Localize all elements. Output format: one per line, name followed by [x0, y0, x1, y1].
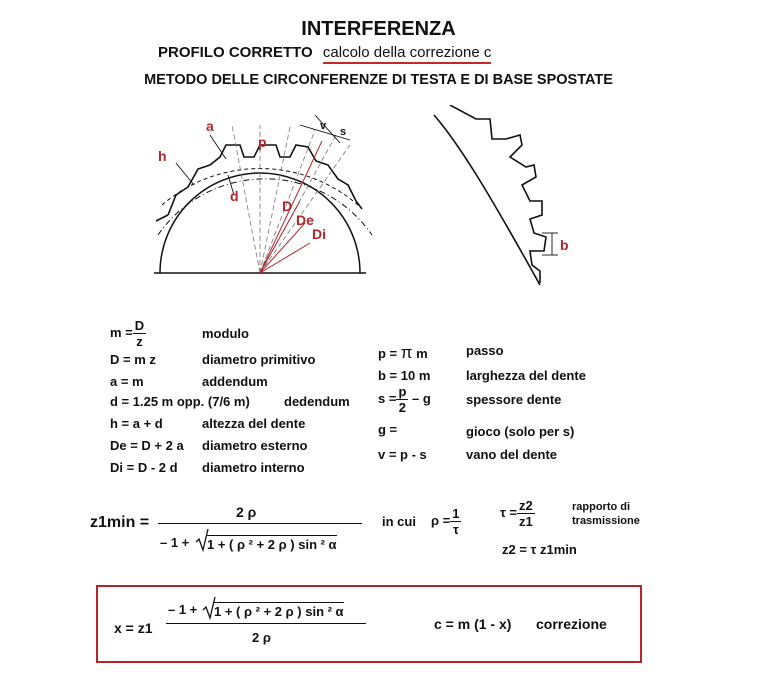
tau-definition: τ = $\frac{z2}{z1}$ — [500, 498, 533, 529]
z2-equation: z2 = τ z1min — [502, 542, 577, 557]
formula-a: a = m — [110, 374, 144, 389]
formula-D: D = m z — [110, 352, 156, 367]
method-heading: METODO DELLE CIRCONFERENZE DI TESTA E DI BASE SPOSTATE — [144, 72, 613, 88]
formula-De: De = D + 2 a — [110, 438, 184, 453]
formula-d: d = 1.25 m opp. (7/6 m) — [110, 394, 250, 409]
c-equation: c = m (1 - x) — [434, 616, 512, 632]
label-D: D — [282, 198, 293, 214]
label-p: p — [258, 134, 267, 150]
label-a: a — [206, 118, 214, 134]
subtitle — [158, 44, 491, 61]
z1min-radicand: 1 + ( ρ ² + 2 ρ ) sin ² α — [207, 537, 337, 552]
formula-h: h = a + d — [110, 416, 163, 431]
c-label: correzione — [536, 616, 607, 632]
label-d: d — [230, 188, 239, 204]
desc-v: vano del dente — [466, 447, 558, 462]
formula-m: m = $\frac{D}{z}$ — [110, 318, 145, 349]
x-num-pre: – 1 + — [168, 602, 198, 617]
desc-g: gioco (solo per s) — [466, 424, 575, 439]
x-lhs: x = z1 — [114, 620, 153, 636]
label-h: h — [158, 148, 167, 164]
desc-a: addendum — [202, 374, 268, 389]
label-b: b — [560, 237, 569, 253]
label-s: s — [340, 126, 347, 138]
desc-De: diametro esterno — [202, 438, 308, 453]
x-radicand: 1 + ( ρ ² + 2 ρ ) sin ² α — [214, 604, 344, 619]
z1min-denom-pre: – 1 + — [160, 535, 190, 550]
label-De: De — [296, 212, 314, 228]
formula-s: s = $\frac{p}{2}$ – g — [378, 384, 431, 415]
desc-s: spessore dente — [466, 392, 562, 407]
x-fraction-bar — [166, 623, 366, 624]
z1min-numerator: 2 ρ — [236, 504, 257, 520]
gear-diagram-right — [430, 105, 590, 295]
tau-description: rapporto di trasmissione — [572, 501, 640, 527]
formula-Di: Di = D - 2 d — [110, 460, 178, 475]
subtitle-left: PROFILO CORRETTO — [158, 44, 313, 61]
desc-D: diametro primitivo — [202, 352, 316, 367]
z1min-lhs: z1min = — [90, 514, 150, 531]
formula-p: p = π m — [378, 343, 428, 362]
desc-Di: diametro interno — [202, 460, 305, 475]
page-title: INTERFERENZA — [301, 18, 456, 40]
label-Di: Di — [312, 226, 326, 242]
formula-b: b = 10 m — [378, 368, 431, 383]
x-denominator: 2 ρ — [252, 630, 271, 645]
in-cui-label: in cui — [382, 514, 416, 529]
desc-d: dedendum — [284, 394, 350, 409]
desc-b: larghezza del dente — [466, 368, 586, 383]
label-v: v — [320, 120, 327, 132]
desc-p: passo — [466, 343, 504, 358]
subtitle-highlight: calcolo della correzione c — [323, 44, 491, 64]
z1min-fraction-bar — [158, 523, 362, 524]
gear-diagram-left — [140, 105, 380, 285]
desc-m: modulo — [202, 326, 249, 341]
pi-symbol: π — [400, 343, 413, 362]
formula-v: v = p - s — [378, 447, 427, 462]
desc-h: altezza del dente — [202, 416, 306, 431]
rho-definition: ρ = $\frac{1}{\tau}$ — [431, 506, 460, 537]
formula-g: g = — [378, 422, 398, 437]
